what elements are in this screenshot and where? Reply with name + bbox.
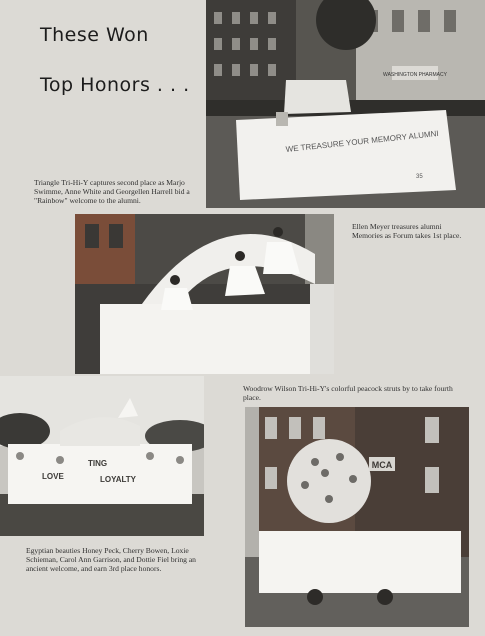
photo-peacock-float <box>245 407 469 627</box>
ymca-sign: MCA <box>371 460 393 470</box>
caption-triangle: Triangle Tri-Hi-Y captures second place as Marjo Swimme, Anne White and Georgellen Harrell bid a "Rainbow" welcome to the alumni. <box>34 178 190 205</box>
egyptian-word-love: LOVE <box>42 472 64 481</box>
caption-woodrow: Woodrow Wilson Tri-Hi-Y's colorful peacock struts by to take fourth place. <box>243 384 453 402</box>
photo-egyptian-float <box>0 376 204 536</box>
egyptian-word-ting: TING <box>88 459 108 468</box>
page-title-line-2: Top Honors . . . <box>40 74 190 96</box>
float-number: 35 <box>416 174 423 180</box>
photo-forum-float <box>206 0 485 208</box>
photo-rainbow-float <box>75 214 334 374</box>
store-sign: WASHINGTON PHARMACY <box>383 72 447 78</box>
page-title-line-1: These Won <box>40 24 149 46</box>
caption-egyptian: Egyptian beauties Honey Peck, Cherry Bowen, Loxie Schieman, Carol Ann Garrison, and Dottie Fiel bring an ancient welcome, and earn 3rd place honors. <box>26 546 196 573</box>
float-banner: WE TREASURE YOUR MEMORY ALUMNI <box>285 128 440 154</box>
caption-forum: Ellen Meyer treasures alumni Memories as Forum takes 1st place. <box>352 222 462 240</box>
egyptian-word-loyalty: LOYALTY <box>100 475 137 484</box>
